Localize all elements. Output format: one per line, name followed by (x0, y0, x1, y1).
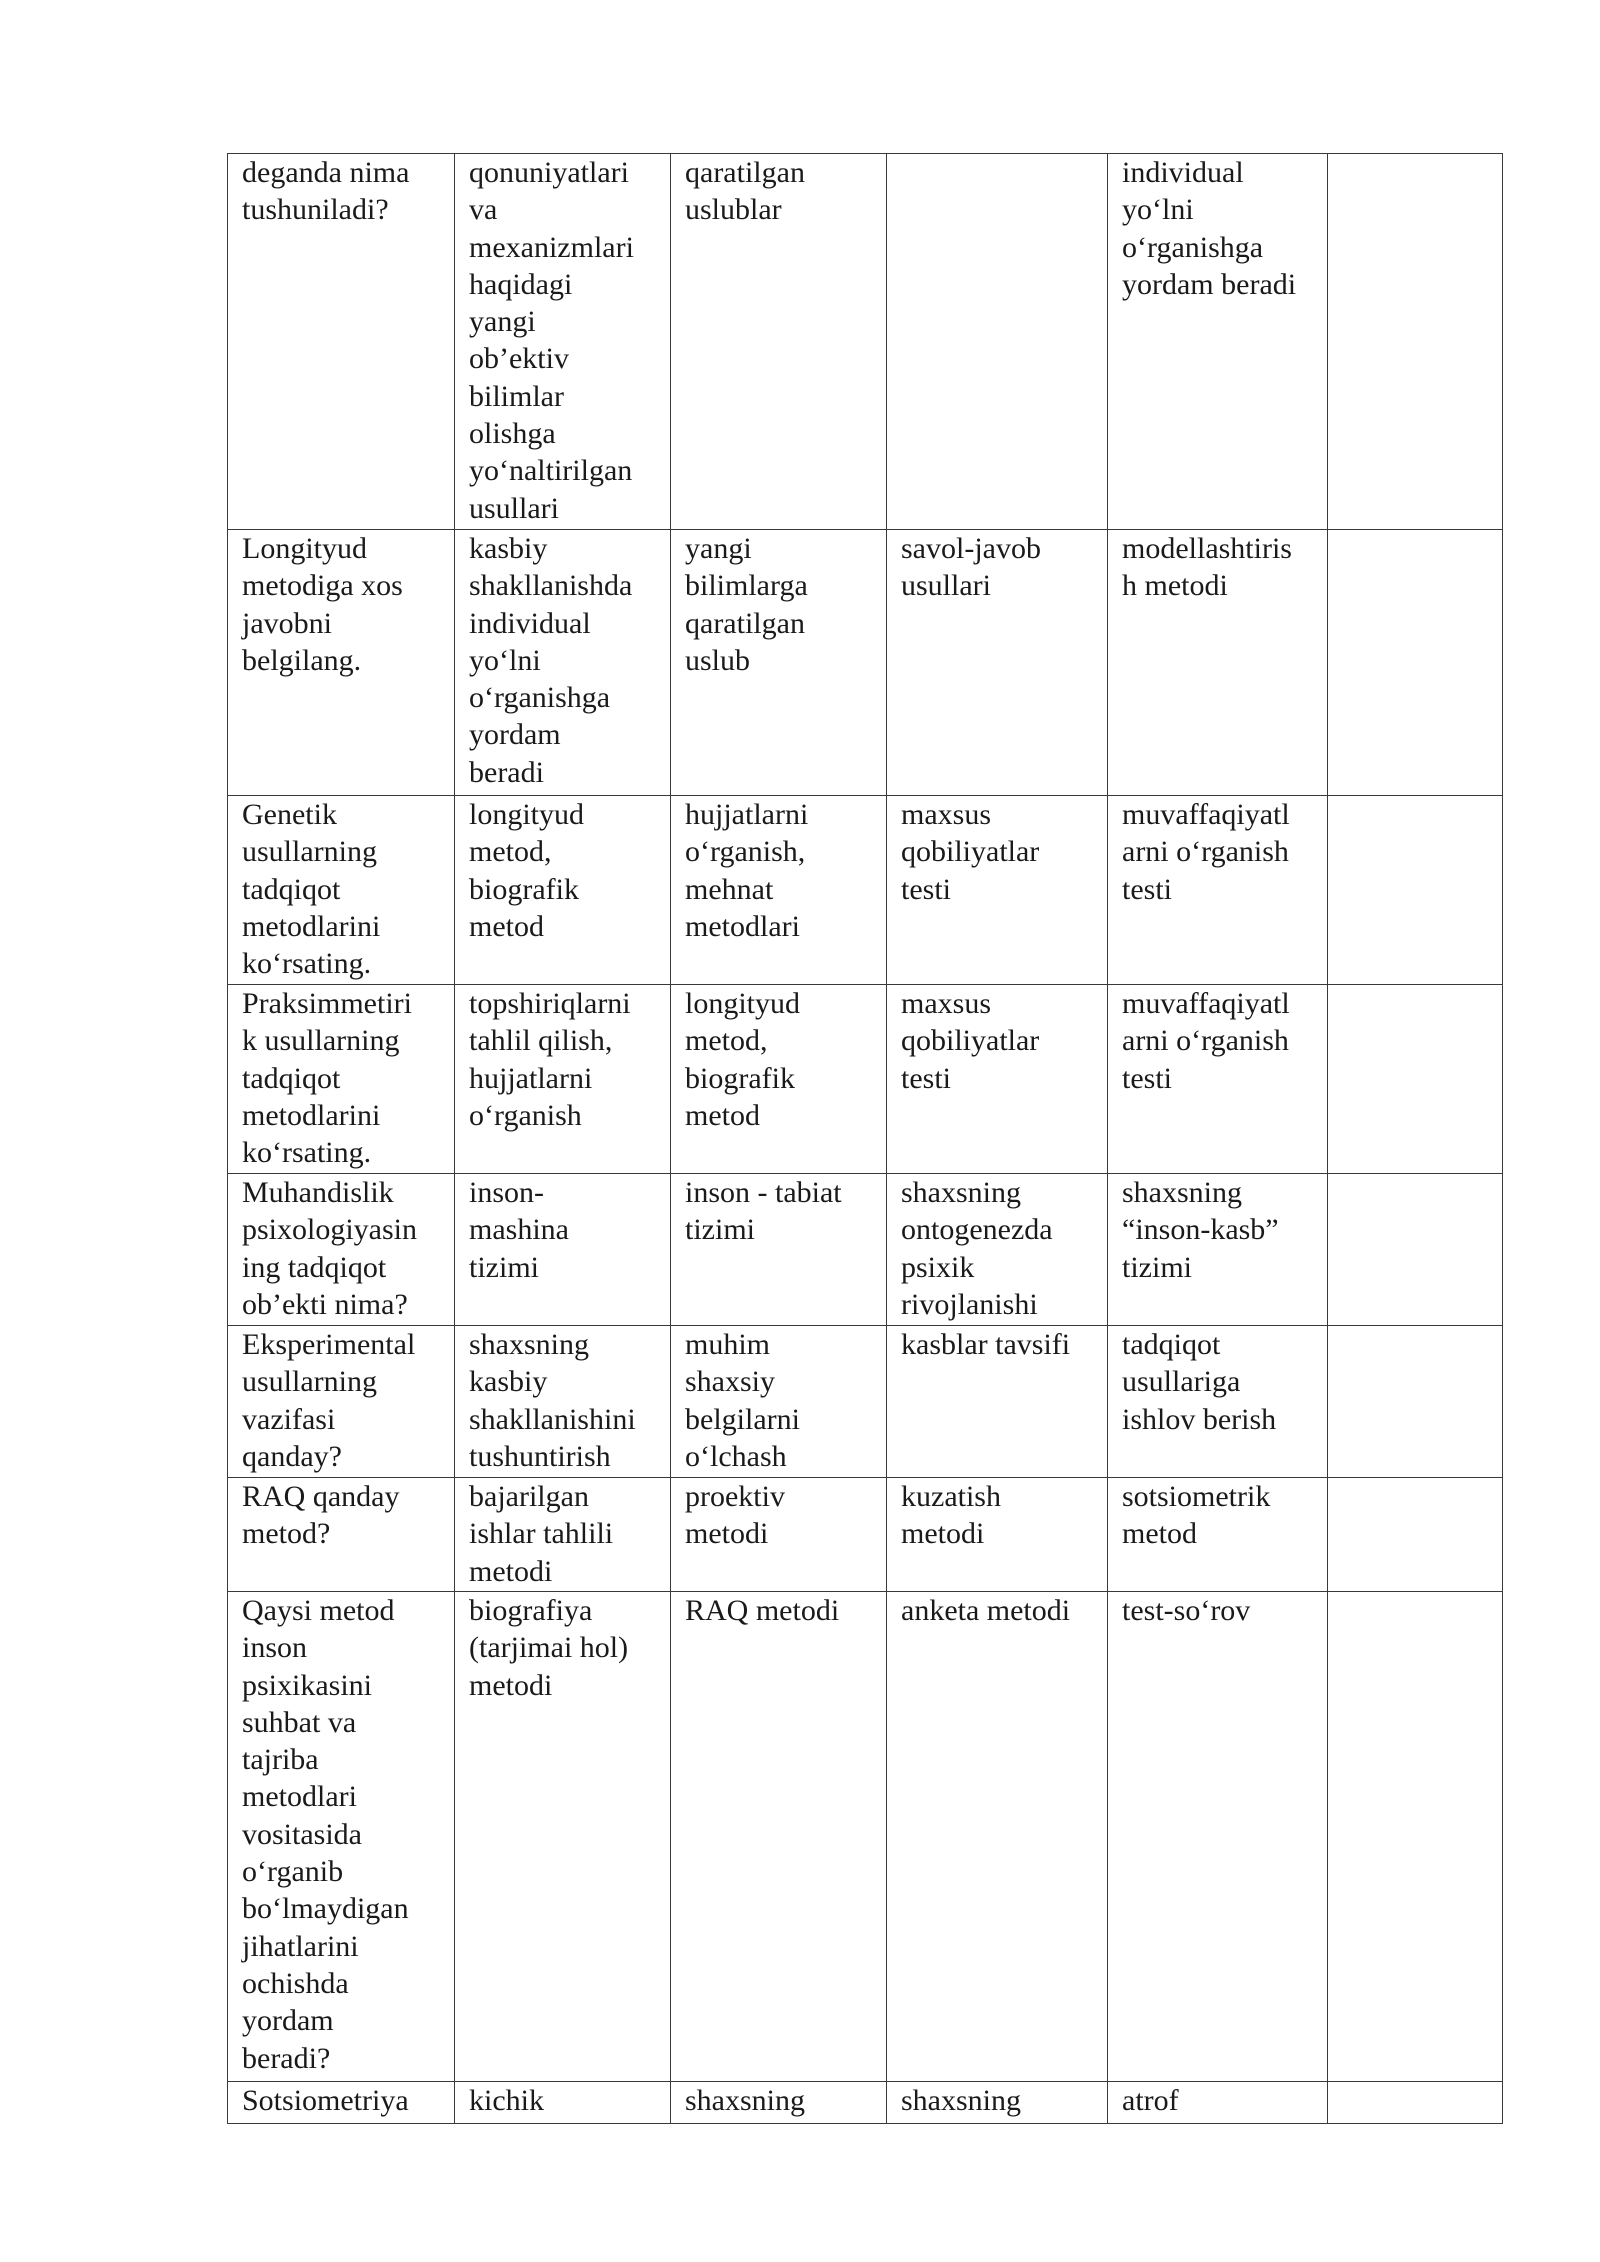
option-cell: inson - tabiat tizimi (671, 1174, 887, 1326)
option-cell: muhim shaxsiy belgilarni o‘lchash (671, 1326, 887, 1478)
question-cell: Muhandislik psixologiyasin ing tadqiqot ob’ekti nima? (228, 1174, 455, 1326)
option-cell: biografiya (tarjimai hol) metodi (455, 1592, 671, 2082)
question-cell: deganda nima tushuniladi? (228, 154, 455, 530)
option-cell: muvaffaqiyatl arni o‘rganish testi (1108, 985, 1328, 1174)
option-cell: shaxsning (671, 2082, 887, 2124)
option-cell: kasblar tavsifi (887, 1326, 1108, 1478)
answer-mark-cell (1328, 796, 1503, 985)
table-row (228, 1592, 1503, 2082)
table-row (228, 2082, 1503, 2124)
option-cell: shaxsning “inson-kasb” tizimi (1108, 1174, 1328, 1326)
table-row (228, 154, 1503, 530)
option-cell: kuzatish metodi (887, 1478, 1108, 1592)
option-cell: yangi bilimlarga qaratilgan uslub (671, 530, 887, 796)
question-cell: Sotsiometriya (228, 2082, 455, 2124)
option-cell: anketa metodi (887, 1592, 1108, 2082)
option-cell: RAQ metodi (671, 1592, 887, 2082)
option-cell: maxsus qobiliyatlar testi (887, 796, 1108, 985)
option-cell: muvaffaqiyatl arni o‘rganish testi (1108, 796, 1328, 985)
option-cell: inson- mashina tizimi (455, 1174, 671, 1326)
option-cell: proektiv metodi (671, 1478, 887, 1592)
option-cell: longityud metod, biografik metod (455, 796, 671, 985)
option-cell: test-so‘rov (1108, 1592, 1328, 2082)
table-row (228, 530, 1503, 796)
option-cell: maxsus qobiliyatlar testi (887, 985, 1108, 1174)
option-cell: shaxsning (887, 2082, 1108, 2124)
question-cell: Genetik usullarning tadqiqot metodlarini ko‘rsating. (228, 796, 455, 985)
answer-mark-cell (1328, 985, 1503, 1174)
option-cell: kasbiy shakllanishda individual yo‘lni o‘rganishga yordam beradi (455, 530, 671, 796)
table-row (228, 1326, 1503, 1478)
option-cell: longityud metod, biografik metod (671, 985, 887, 1174)
question-cell: Eksperimental usullarning vazifasi qanday? (228, 1326, 455, 1478)
option-cell: atrof (1108, 2082, 1328, 2124)
option-cell: qonuniyatlari va mexanizmlari haqidagi yangi ob’ektiv bilimlar olishga yo‘naltirilgan usullari (455, 154, 671, 530)
option-cell: kichik (455, 2082, 671, 2124)
answer-mark-cell (1328, 2082, 1503, 2124)
option-cell: qaratilgan uslublar (671, 154, 887, 530)
table-row (228, 796, 1503, 985)
option-cell: savol-javob usullari (887, 530, 1108, 796)
table-body (228, 154, 1503, 2124)
question-cell: Qaysi metod inson psixikasini suhbat va tajriba metodlari vositasida o‘rganib bo‘lmaydigan jihatlarini ochishda yordam beradi? (228, 1592, 455, 2082)
option-cell: shaxsning ontogenezda psixik rivojlanishi (887, 1174, 1108, 1326)
option-cell: sotsiometrik metod (1108, 1478, 1328, 1592)
answer-mark-cell (1328, 1326, 1503, 1478)
option-cell: topshiriqlarni tahlil qilish, hujjatlarni o‘rganish (455, 985, 671, 1174)
table-row (228, 1174, 1503, 1326)
question-cell: Longityud metodiga xos javobni belgilang. (228, 530, 455, 796)
question-table (227, 153, 1503, 2124)
answer-mark-cell (1328, 1174, 1503, 1326)
table-row (228, 985, 1503, 1174)
option-cell (887, 154, 1108, 530)
option-cell: individual yo‘lni o‘rganishga yordam beradi (1108, 154, 1328, 530)
answer-mark-cell (1328, 1592, 1503, 2082)
answer-mark-cell (1328, 1478, 1503, 1592)
option-cell: shaxsning kasbiy shakllanishini tushuntirish (455, 1326, 671, 1478)
option-cell: modellashtiris h metodi (1108, 530, 1328, 796)
option-cell: tadqiqot usullariga ishlov berish (1108, 1326, 1328, 1478)
question-cell: RAQ qanday metod? (228, 1478, 455, 1592)
question-cell: Praksimmetiri k usullarning tadqiqot metodlarini ko‘rsating. (228, 985, 455, 1174)
option-cell: bajarilgan ishlar tahlili metodi (455, 1478, 671, 1592)
table-row (228, 1478, 1503, 1592)
option-cell: hujjatlarni o‘rganish, mehnat metodlari (671, 796, 887, 985)
answer-mark-cell (1328, 530, 1503, 796)
answer-mark-cell (1328, 154, 1503, 530)
